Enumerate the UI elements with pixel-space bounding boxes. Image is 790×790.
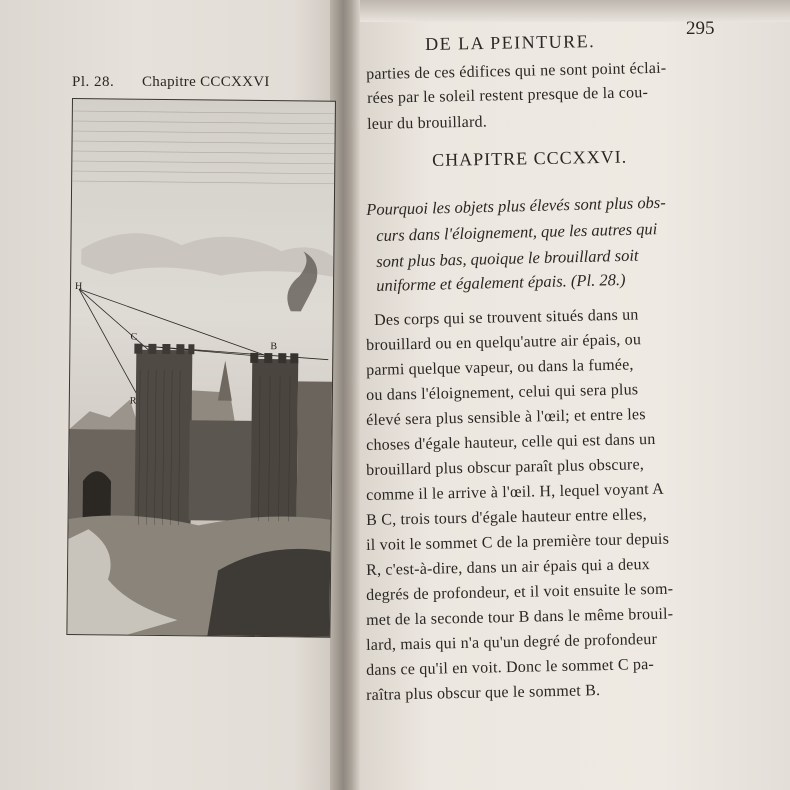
body-line: brouillard plus obscur paraît plus obscure, <box>366 456 645 479</box>
body-line: B C, trois tours d'égale hauteur entre elles, <box>366 506 647 529</box>
text-line: parties de ces édifices qui ne sont point éclai- <box>366 59 667 83</box>
body-line: il voit le sommet C de la première tour depuis <box>366 530 670 554</box>
plate-number: Pl. 28. <box>72 74 115 90</box>
body-line: ou dans l'éloignement, celui qui sera plus <box>366 381 639 404</box>
page-edge <box>330 0 790 22</box>
summary-line: uniforme et également épais. (Pl. 28.) <box>376 269 626 295</box>
plate-letter-c: C <box>130 331 138 343</box>
text-line: rées par le soleil restent presque de la cou- <box>367 84 649 107</box>
plate-chapter: Chapitre CCCXXVI <box>142 74 270 90</box>
body-line: élevé sera plus sensible à l'œil; et entre les <box>366 406 646 429</box>
body-line: met de la seconde tour B dans le même brouil- <box>366 605 674 629</box>
body-line: comme il le arrive à l'œil. H, lequel voyant A <box>366 480 665 504</box>
body-line: R, c'est-à-dire, dans un air épais qui a deux <box>366 556 651 579</box>
body-line: raîtra plus obscur que le sommet B. <box>366 682 601 704</box>
body-line: Des corps qui se trouvent situés dans un <box>374 306 639 329</box>
body-line: degrés de profondeur, et il voit ensuite le som- <box>366 580 674 604</box>
text-line: leur du brouillard. <box>367 113 488 133</box>
engraving-plate <box>66 98 336 638</box>
summary-line: curs dans l'éloignement, que les autres qui <box>376 219 658 245</box>
body-line: lard, mais qui n'a qu'un degré de profondeur <box>366 630 658 654</box>
page-number: 295 <box>686 18 715 39</box>
plate-letter-h: H <box>74 281 83 293</box>
engraving-illustration <box>67 99 335 637</box>
plate-letter-r: R <box>129 395 137 407</box>
chapter-title: CHAPITRE CCCXXVI. <box>432 146 628 170</box>
body-line: dans ce qu'il en voit. Donc le sommet C pa- <box>366 655 655 679</box>
body-line: brouillard ou en quelqu'autre air épais, ou <box>366 331 642 354</box>
plate-letter-b: B <box>270 341 278 353</box>
running-head: DE LA PEINTURE. <box>425 31 596 54</box>
body-line: parmi quelque vapeur, ou dans la fumée, <box>366 356 634 379</box>
summary-line: Pourquoi les objets plus élevés sont plus obs- <box>366 192 666 219</box>
body-line: choses d'égale hauteur, celle qui est dans un <box>366 430 656 454</box>
summary-line: sont plus bas, quoique le brouillard soit <box>376 245 639 271</box>
